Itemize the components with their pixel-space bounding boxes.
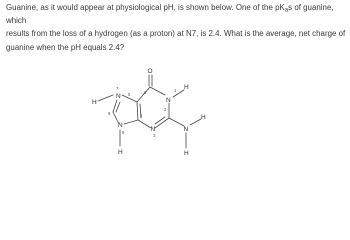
atom-n7: N: [116, 93, 121, 100]
atom-h-n7: H: [92, 99, 97, 106]
bond-c4-c5: [137, 102, 138, 120]
atom-h-n9: H: [118, 149, 123, 156]
position-number: 5: [128, 92, 131, 97]
position-number: 2: [164, 107, 167, 112]
position-number: 4: [140, 113, 143, 118]
atom-h-n1: H: [184, 84, 189, 91]
question-line-1-tail: s of guanine, which: [6, 3, 334, 26]
atom-n3: N: [150, 126, 156, 133]
position-number: 6: [144, 90, 147, 95]
atom-h-nh2-a: H: [201, 114, 206, 121]
pka-subscript: a: [284, 7, 289, 14]
bond-c6-n1: [150, 87, 165, 95]
position-number: 9: [122, 130, 125, 135]
position-number: 1: [174, 88, 177, 93]
position-number: 8: [108, 111, 111, 116]
atom-n9: N: [118, 122, 123, 129]
bond-n7-c8-double: [116, 102, 120, 112]
atom-nh2: N: [183, 126, 189, 133]
atom-n1: N: [166, 97, 171, 104]
bond-n7-h: [98, 95, 113, 101]
bond-nh2-h-a: [190, 119, 201, 125]
question-line-2: results from the loss of a hydrogen (as a proton) at N7, is 2.4. What is the average, net charge of: [6, 29, 346, 39]
question-line-3: guanine when the pH equals 2.4?: [6, 42, 125, 52]
position-number: 3: [153, 133, 156, 138]
atom-o: O: [147, 68, 153, 75]
position-number: 7: [116, 86, 119, 91]
bond-n9-c4: [124, 120, 138, 124]
bond-c2-nh2: [169, 118, 184, 126]
bond-c2-n3-double: [155, 117, 165, 124]
bond-n3-c4: [138, 120, 151, 128]
question-line-1: Guanine, as it would appear at physiological pH, is shown below. One of the pK: [6, 3, 285, 12]
atom-h-nh2-b: H: [184, 150, 189, 157]
